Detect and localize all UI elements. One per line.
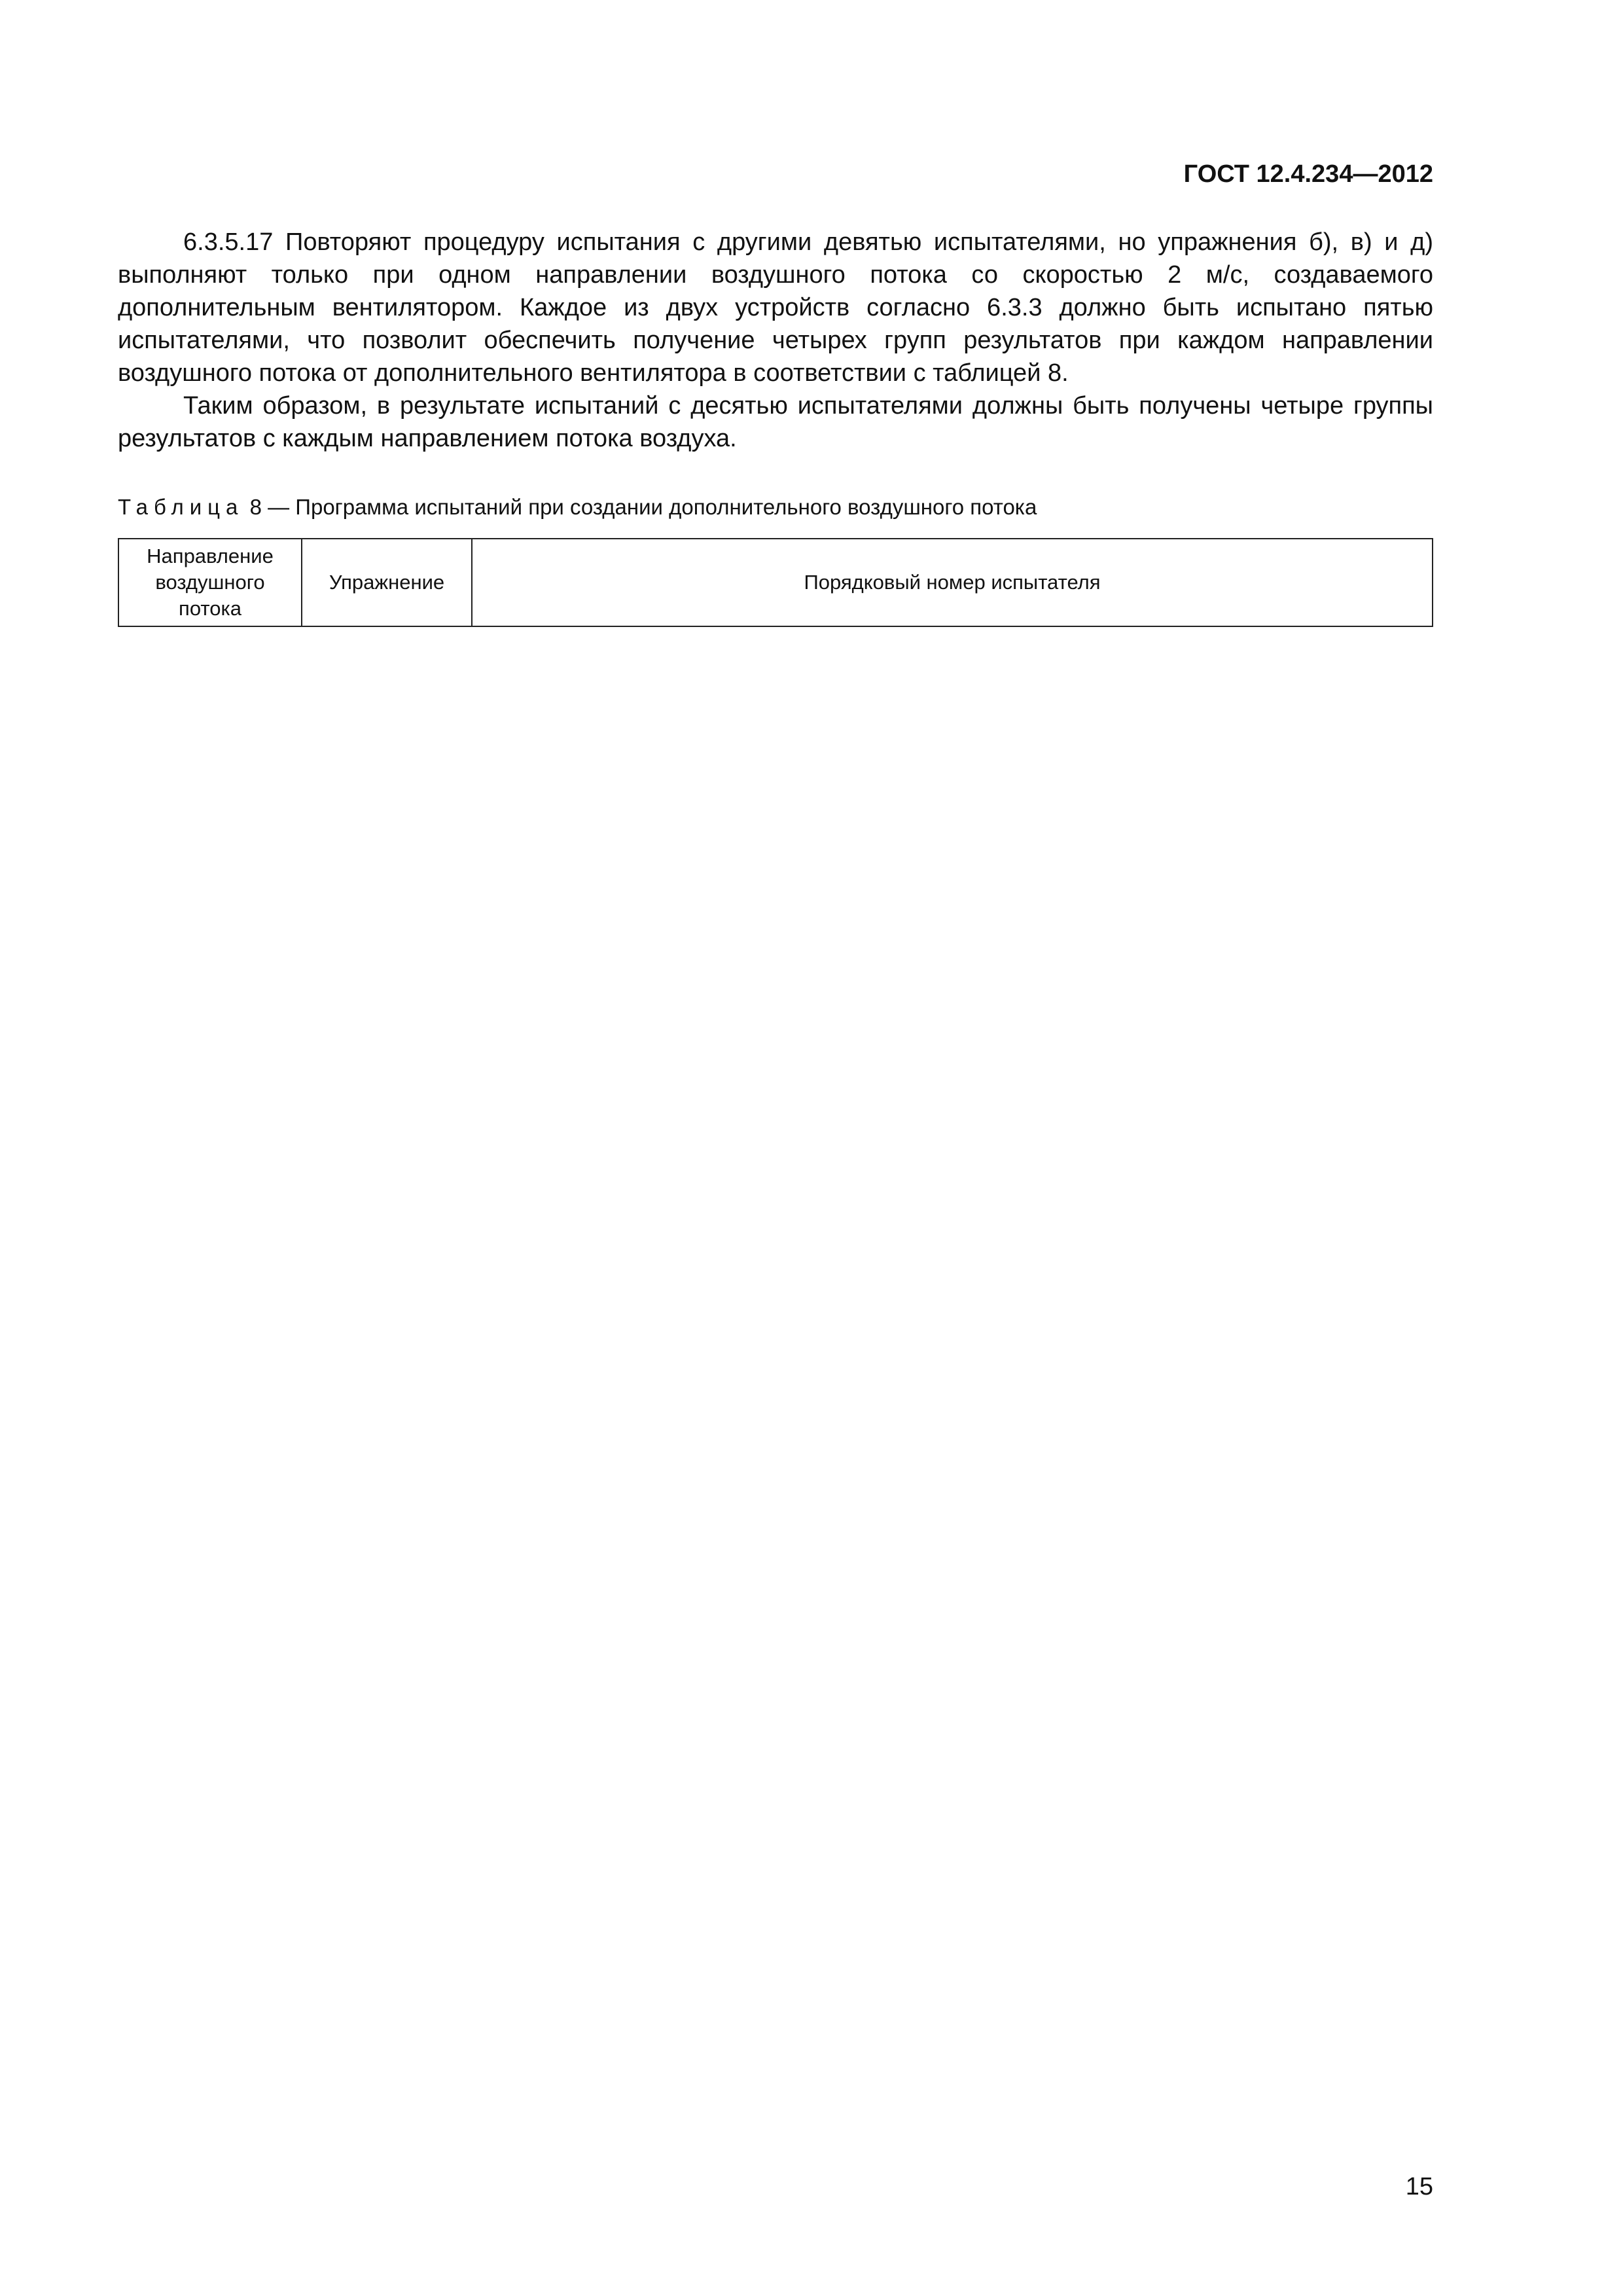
paragraph: 6.3.5.17 Повторяют процедуру испытания с другими девятью испытателями, но упражнения б), в) и д) выполняют только при одном направлении воздушного потока со скоростью 2 м/с, создаваемого дополнительным вентилятором. Каждое из двух устройств согласно 6.3.3 должно быть испытано пятью испытателями, что позволит обеспечить получение четырех групп результатов при каждом направлении воздушного потока от дополнительного вентилятора в соответствии с таблицей 8.	[118, 228, 1433, 387]
test-program-table	[118, 538, 1433, 627]
page-number: 15	[1405, 2173, 1433, 2200]
doc-header: ГОСТ 12.4.234—2012	[1183, 160, 1433, 188]
paragraph: Таким образом, в результате испытаний с десятью испытателями должны быть получены четыре группы результатов с каждым направлением потока воздуха.	[118, 392, 1433, 452]
col-tester-header: Порядковый номер испытателя	[472, 539, 1433, 626]
document-body	[118, 226, 1433, 627]
table-caption	[118, 491, 1433, 524]
table-caption-label: Таблица	[118, 495, 244, 519]
table-caption-text: 8 — Программа испытаний при создании дополнительного воздушного потока	[249, 495, 1037, 519]
col-direction-header: Направление воздушного потока	[118, 539, 302, 626]
col-exercise-header: Упражнение	[302, 539, 472, 626]
